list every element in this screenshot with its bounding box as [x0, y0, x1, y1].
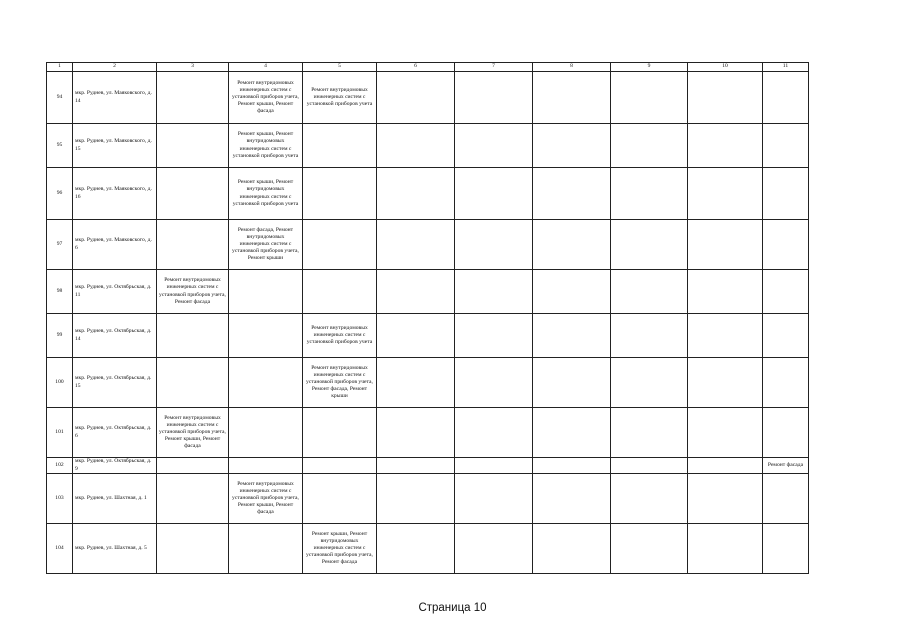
- work-cell-col-4: [229, 408, 303, 458]
- repair-schedule-table: [46, 62, 809, 574]
- work-cell-col-4: Ремонт фасада, Ремонт внутридомовых инженерных систем с установкой приборов учета, Ремонт крыши: [229, 220, 303, 270]
- work-cell-col-6: [377, 358, 455, 408]
- row-number-cell: 103: [47, 474, 73, 524]
- work-cell-col-9: [611, 72, 688, 124]
- table-row: [47, 408, 809, 458]
- work-cell-col-11: [763, 524, 809, 574]
- work-cell-col-7: [455, 270, 533, 314]
- work-cell-col-5: Ремонт внутридомовых инженерных систем с установкой приборов учета: [303, 72, 377, 124]
- column-number-header-row: [47, 63, 809, 72]
- work-cell-col-10: [688, 358, 763, 408]
- work-cell-col-6: [377, 458, 455, 474]
- work-cell-col-6: [377, 220, 455, 270]
- work-cell-col-9: [611, 220, 688, 270]
- work-cell-col-4: Ремонт крыши, Ремонт внутридомовых инженерных систем с установкой приборов учета: [229, 168, 303, 220]
- work-cell-col-10: [688, 408, 763, 458]
- column-header-7: 7: [455, 63, 533, 72]
- column-header-5: 5: [303, 63, 377, 72]
- work-cell-col-11: [763, 408, 809, 458]
- work-cell-col-9: [611, 474, 688, 524]
- work-cell-col-9: [611, 314, 688, 358]
- work-cell-col-4: [229, 314, 303, 358]
- work-cell-col-4: Ремонт внутридомовых инженерных систем с установкой приборов учета, Ремонт крыши, Ремонт фасада: [229, 474, 303, 524]
- work-cell-col-10: [688, 124, 763, 168]
- work-cell-col-8: [533, 220, 611, 270]
- work-cell-col-6: [377, 270, 455, 314]
- work-cell-col-11: [763, 358, 809, 408]
- work-cell-col-7: [455, 220, 533, 270]
- work-cell-col-4: Ремонт крыши, Ремонт внутридомовых инженерных систем с установкой приборов учета: [229, 124, 303, 168]
- work-cell-col-5: Ремонт внутридомовых инженерных систем с установкой приборов учета, Ремонт фасада, Ремонт крыши: [303, 358, 377, 408]
- address-cell: мкр. Руднев, ул. Октябрьская, д. 11: [73, 270, 157, 314]
- work-cell-col-11: [763, 168, 809, 220]
- address-cell: мкр. Руднев, ул. Октябрьская, д. 14: [73, 314, 157, 358]
- column-header-9: 9: [611, 63, 688, 72]
- work-cell-col-6: [377, 524, 455, 574]
- table-row: [47, 72, 809, 124]
- row-number-cell: 104: [47, 524, 73, 574]
- column-header-6: 6: [377, 63, 455, 72]
- work-cell-col-5: [303, 458, 377, 474]
- work-cell-col-5: [303, 124, 377, 168]
- table-row: [47, 168, 809, 220]
- work-cell-col-7: [455, 168, 533, 220]
- work-cell-col-6: [377, 168, 455, 220]
- row-number-cell: 94: [47, 72, 73, 124]
- row-number-cell: 99: [47, 314, 73, 358]
- column-header-3: 3: [157, 63, 229, 72]
- work-cell-col-3: Ремонт внутридомовых инженерных систем с установкой приборов учета, Ремонт фасада: [157, 270, 229, 314]
- work-cell-col-9: [611, 124, 688, 168]
- work-cell-col-11: [763, 474, 809, 524]
- column-header-11: 11: [763, 63, 809, 72]
- work-cell-col-3: [157, 474, 229, 524]
- work-cell-col-9: [611, 168, 688, 220]
- work-cell-col-6: [377, 314, 455, 358]
- work-cell-col-3: [157, 124, 229, 168]
- work-cell-col-3: Ремонт внутридомовых инженерных систем с установкой приборов учета, Ремонт крыши, Ремонт фасада: [157, 408, 229, 458]
- work-cell-col-11: [763, 314, 809, 358]
- work-cell-col-3: [157, 220, 229, 270]
- work-cell-col-3: [157, 168, 229, 220]
- work-cell-col-6: [377, 124, 455, 168]
- table-row: [47, 474, 809, 524]
- address-cell: мкр. Руднев, ул. Шахтная, д. 1: [73, 474, 157, 524]
- work-cell-col-9: [611, 270, 688, 314]
- work-cell-col-7: [455, 524, 533, 574]
- work-cell-col-6: [377, 474, 455, 524]
- work-cell-col-5: [303, 220, 377, 270]
- address-cell: мкр. Руднев, ул. Октябрьская, д. 6: [73, 408, 157, 458]
- table-row: [47, 270, 809, 314]
- work-cell-col-6: [377, 408, 455, 458]
- table-row: [47, 220, 809, 270]
- address-cell: мкр. Руднев, ул. Октябрьская, д. 15: [73, 358, 157, 408]
- work-cell-col-10: [688, 168, 763, 220]
- address-cell: мкр. Руднев, ул. Маяковского, д. 14: [73, 72, 157, 124]
- work-cell-col-4: Ремонт внутридомовых инженерных систем с установкой приборов учета, Ремонт крыши, Ремонт фасада: [229, 72, 303, 124]
- row-number-cell: 100: [47, 358, 73, 408]
- work-cell-col-10: [688, 458, 763, 474]
- work-cell-col-5: [303, 408, 377, 458]
- work-cell-col-7: [455, 458, 533, 474]
- work-cell-col-7: [455, 358, 533, 408]
- work-cell-col-11: [763, 270, 809, 314]
- work-cell-col-10: [688, 270, 763, 314]
- work-cell-col-10: [688, 220, 763, 270]
- address-cell: мкр. Руднев, ул. Маяковского, д. 6: [73, 220, 157, 270]
- table-body: [47, 63, 809, 574]
- row-number-cell: 101: [47, 408, 73, 458]
- work-cell-col-10: [688, 314, 763, 358]
- work-cell-col-4: [229, 458, 303, 474]
- column-header-8: 8: [533, 63, 611, 72]
- work-cell-col-5: [303, 474, 377, 524]
- work-cell-col-4: [229, 524, 303, 574]
- row-number-cell: 102: [47, 458, 73, 474]
- row-number-cell: 96: [47, 168, 73, 220]
- work-cell-col-9: [611, 458, 688, 474]
- work-cell-col-4: [229, 358, 303, 408]
- work-cell-col-4: [229, 270, 303, 314]
- work-cell-col-8: [533, 524, 611, 574]
- address-cell: мкр. Руднев, ул. Маяковского, д. 15: [73, 124, 157, 168]
- work-cell-col-7: [455, 72, 533, 124]
- column-header-10: 10: [688, 63, 763, 72]
- work-cell-col-8: [533, 72, 611, 124]
- row-number-cell: 98: [47, 270, 73, 314]
- work-cell-col-5: [303, 270, 377, 314]
- work-cell-col-8: [533, 124, 611, 168]
- work-cell-col-9: [611, 524, 688, 574]
- table-row: [47, 524, 809, 574]
- work-cell-col-8: [533, 314, 611, 358]
- work-cell-col-7: [455, 474, 533, 524]
- work-cell-col-8: [533, 168, 611, 220]
- work-cell-col-7: [455, 408, 533, 458]
- column-header-2: 2: [73, 63, 157, 72]
- work-cell-col-9: [611, 358, 688, 408]
- work-cell-col-5: Ремонт крыши, Ремонт внутридомовых инженерных систем с установкой приборов учета, Ремонт фасада: [303, 524, 377, 574]
- work-cell-col-3: [157, 314, 229, 358]
- table-row: [47, 458, 809, 474]
- row-number-cell: 95: [47, 124, 73, 168]
- work-cell-col-8: [533, 458, 611, 474]
- work-cell-col-9: [611, 408, 688, 458]
- table-row: [47, 314, 809, 358]
- work-cell-col-7: [455, 124, 533, 168]
- work-cell-col-10: [688, 72, 763, 124]
- column-header-1: 1: [47, 63, 73, 72]
- work-cell-col-8: [533, 408, 611, 458]
- work-cell-col-11: [763, 72, 809, 124]
- work-cell-col-3: [157, 358, 229, 408]
- work-cell-col-3: [157, 458, 229, 474]
- address-cell: мкр. Руднев, ул. Маяковского, д. 16: [73, 168, 157, 220]
- work-cell-col-5: [303, 168, 377, 220]
- column-header-4: 4: [229, 63, 303, 72]
- work-cell-col-7: [455, 314, 533, 358]
- row-number-cell: 97: [47, 220, 73, 270]
- work-cell-col-6: [377, 72, 455, 124]
- work-cell-col-8: [533, 270, 611, 314]
- table-row: [47, 358, 809, 408]
- address-cell: мкр. Руднев, ул. Октябрьская, д. 9: [73, 458, 157, 474]
- work-cell-col-10: [688, 524, 763, 574]
- work-cell-col-3: [157, 524, 229, 574]
- page-number-label: Страница 10: [418, 602, 487, 614]
- work-cell-col-8: [533, 474, 611, 524]
- work-cell-col-11: [763, 124, 809, 168]
- work-cell-col-11: Ремонт фасада: [763, 458, 809, 474]
- work-cell-col-11: [763, 220, 809, 270]
- work-cell-col-10: [688, 474, 763, 524]
- work-cell-col-3: [157, 72, 229, 124]
- address-cell: мкр. Руднев, ул. Шахтная, д. 5: [73, 524, 157, 574]
- work-cell-col-5: Ремонт внутридомовых инженерных систем с установкой приборов учета: [303, 314, 377, 358]
- work-cell-col-8: [533, 358, 611, 408]
- table-row: [47, 124, 809, 168]
